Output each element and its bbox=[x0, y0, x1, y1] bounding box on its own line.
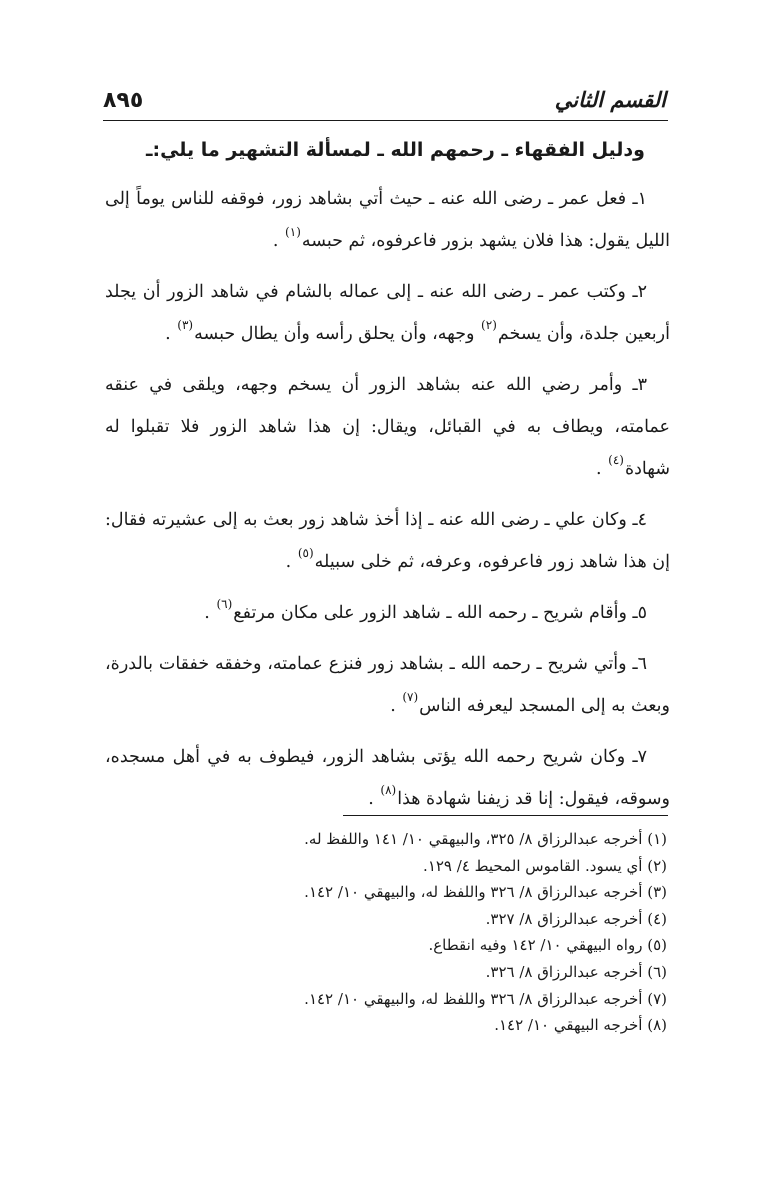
footnote-ref-1[interactable]: (١) bbox=[285, 225, 301, 239]
footnote-2: (٢) أي يسود. القاموس المحيط ٤/ ١٢٩. bbox=[423, 856, 667, 875]
footnote-ref-5[interactable]: (٥) bbox=[297, 546, 314, 560]
paragraph-text: ٥ـ وأقام شريح ـ رحمه الله ـ شاهد الزور على مكان مرتفع bbox=[233, 603, 647, 623]
footnote-ref-7[interactable]: (٧) bbox=[402, 690, 419, 704]
footnote-ref-8[interactable]: (٨) bbox=[380, 783, 397, 797]
footnote-6: (٦) أخرجه عبدالرزاق ٨/ ٣٢٦. bbox=[485, 962, 667, 981]
paragraph-end: . bbox=[390, 696, 396, 716]
paragraph-text-continued: وجهه، وأن يحلق رأسه وأن يطال حبسه bbox=[194, 324, 475, 344]
main-text bbox=[105, 130, 670, 821]
evidence-paragraph-2 bbox=[105, 271, 670, 356]
paragraph-text: ٢ـ وكتب عمر ـ رضى الله عنه ـ إلى عماله بالشام في شاهد الزور أن يجلد أربعين جلدة، وأن يسخم bbox=[105, 282, 670, 344]
footnote-5: (٥) رواه البيهقي ١٠/ ١٤٢ وفيه انقطاع. bbox=[428, 936, 667, 955]
section-title: القسم الثاني bbox=[554, 88, 666, 112]
footnote-8: (٨) أخرجه البيهقي ١٠/ ١٤٢. bbox=[494, 1016, 667, 1035]
footnote-ref-4[interactable]: (٤) bbox=[608, 453, 624, 467]
evidence-paragraph-6 bbox=[105, 643, 670, 728]
paragraph-text: ٣ـ وأمر رضي الله عنه بشاهد الزور أن يسخم وجهه، ويلقى في عنقه عمامته، ويطاف به في القبائل، ويقال: إن هذا شاهد الزور فلا تقبلوا له شهادة bbox=[105, 375, 670, 479]
paragraph-text: ١ـ فعل عمر ـ رضى الله عنه ـ حيث أتي بشاهد زور، فوقفه للناس يوماً إلى الليل يقول: هذا فلان يشهد بزور فاعرفوه، ثم حبسه bbox=[105, 189, 670, 251]
footnote-separator bbox=[343, 815, 668, 816]
footnotes bbox=[105, 826, 667, 1039]
evidence-paragraph-5 bbox=[105, 592, 647, 635]
evidence-paragraph-7 bbox=[105, 736, 670, 821]
section-heading: ودليل الفقهاء ـ رحمهم الله ـ لمسألة التشهير ما يلي:ـ bbox=[145, 139, 645, 161]
paragraph-text: ٦ـ وأتي شريح ـ رحمه الله ـ بشاهد زور فنزع عمامته، وخفقه خفقات بالدرة، وبعث به إلى المسجد ليعرفه الناس bbox=[105, 654, 670, 716]
footnote-3: (٣) أخرجه عبدالرزاق ٨/ ٣٢٦ واللفظ له، والبيهقي ١٠/ ١٤٢. bbox=[304, 883, 667, 902]
evidence-paragraph-4 bbox=[105, 499, 670, 584]
evidence-paragraph-1 bbox=[105, 178, 670, 263]
footnote-ref-6[interactable]: (٦) bbox=[216, 597, 233, 611]
evidence-paragraph-3 bbox=[105, 364, 670, 491]
footnote-ref-2[interactable]: (٢) bbox=[481, 318, 497, 332]
footnote-ref-3[interactable]: (٣) bbox=[177, 318, 194, 332]
paragraph-end: . bbox=[204, 603, 210, 623]
paragraph-text: ٤ـ وكان علي ـ رضى الله عنه ـ إذا أخذ شاهد زور بعث به إلى عشيرته فقال: إن هذا شاهد زور فاعرفوه، وعرفه، ثم خلى سبيله bbox=[105, 510, 670, 572]
footnote-4: (٤) أخرجه عبدالرزاق ٨/ ٣٢٧. bbox=[485, 909, 667, 928]
paragraph-end: . bbox=[272, 231, 279, 251]
paragraph-end: . bbox=[285, 552, 292, 572]
paragraph-end: . bbox=[165, 324, 171, 344]
paragraph-text: ٧ـ وكان شريح رحمه الله يؤتى بشاهد الزور، فيطوف به في أهل مسجده، وسوقه، فيقول: إنا قد زيفنا شهادة هذا bbox=[105, 747, 670, 809]
footnote-7: (٧) أخرجه عبدالرزاق ٨/ ٣٢٦ واللفظ له، والبيهقي ١٠/ ١٤٢. bbox=[304, 989, 667, 1008]
paragraph-end: . bbox=[368, 789, 374, 809]
footnote-1: (١) أخرجه عبدالرزاق ٨/ ٣٢٥، والبيهقي ١٠/ ١٤١ واللفظ له. bbox=[304, 830, 667, 848]
paragraph-end: . bbox=[595, 459, 602, 479]
running-header bbox=[103, 86, 668, 121]
page-number: ٨٩٥ bbox=[103, 88, 144, 113]
